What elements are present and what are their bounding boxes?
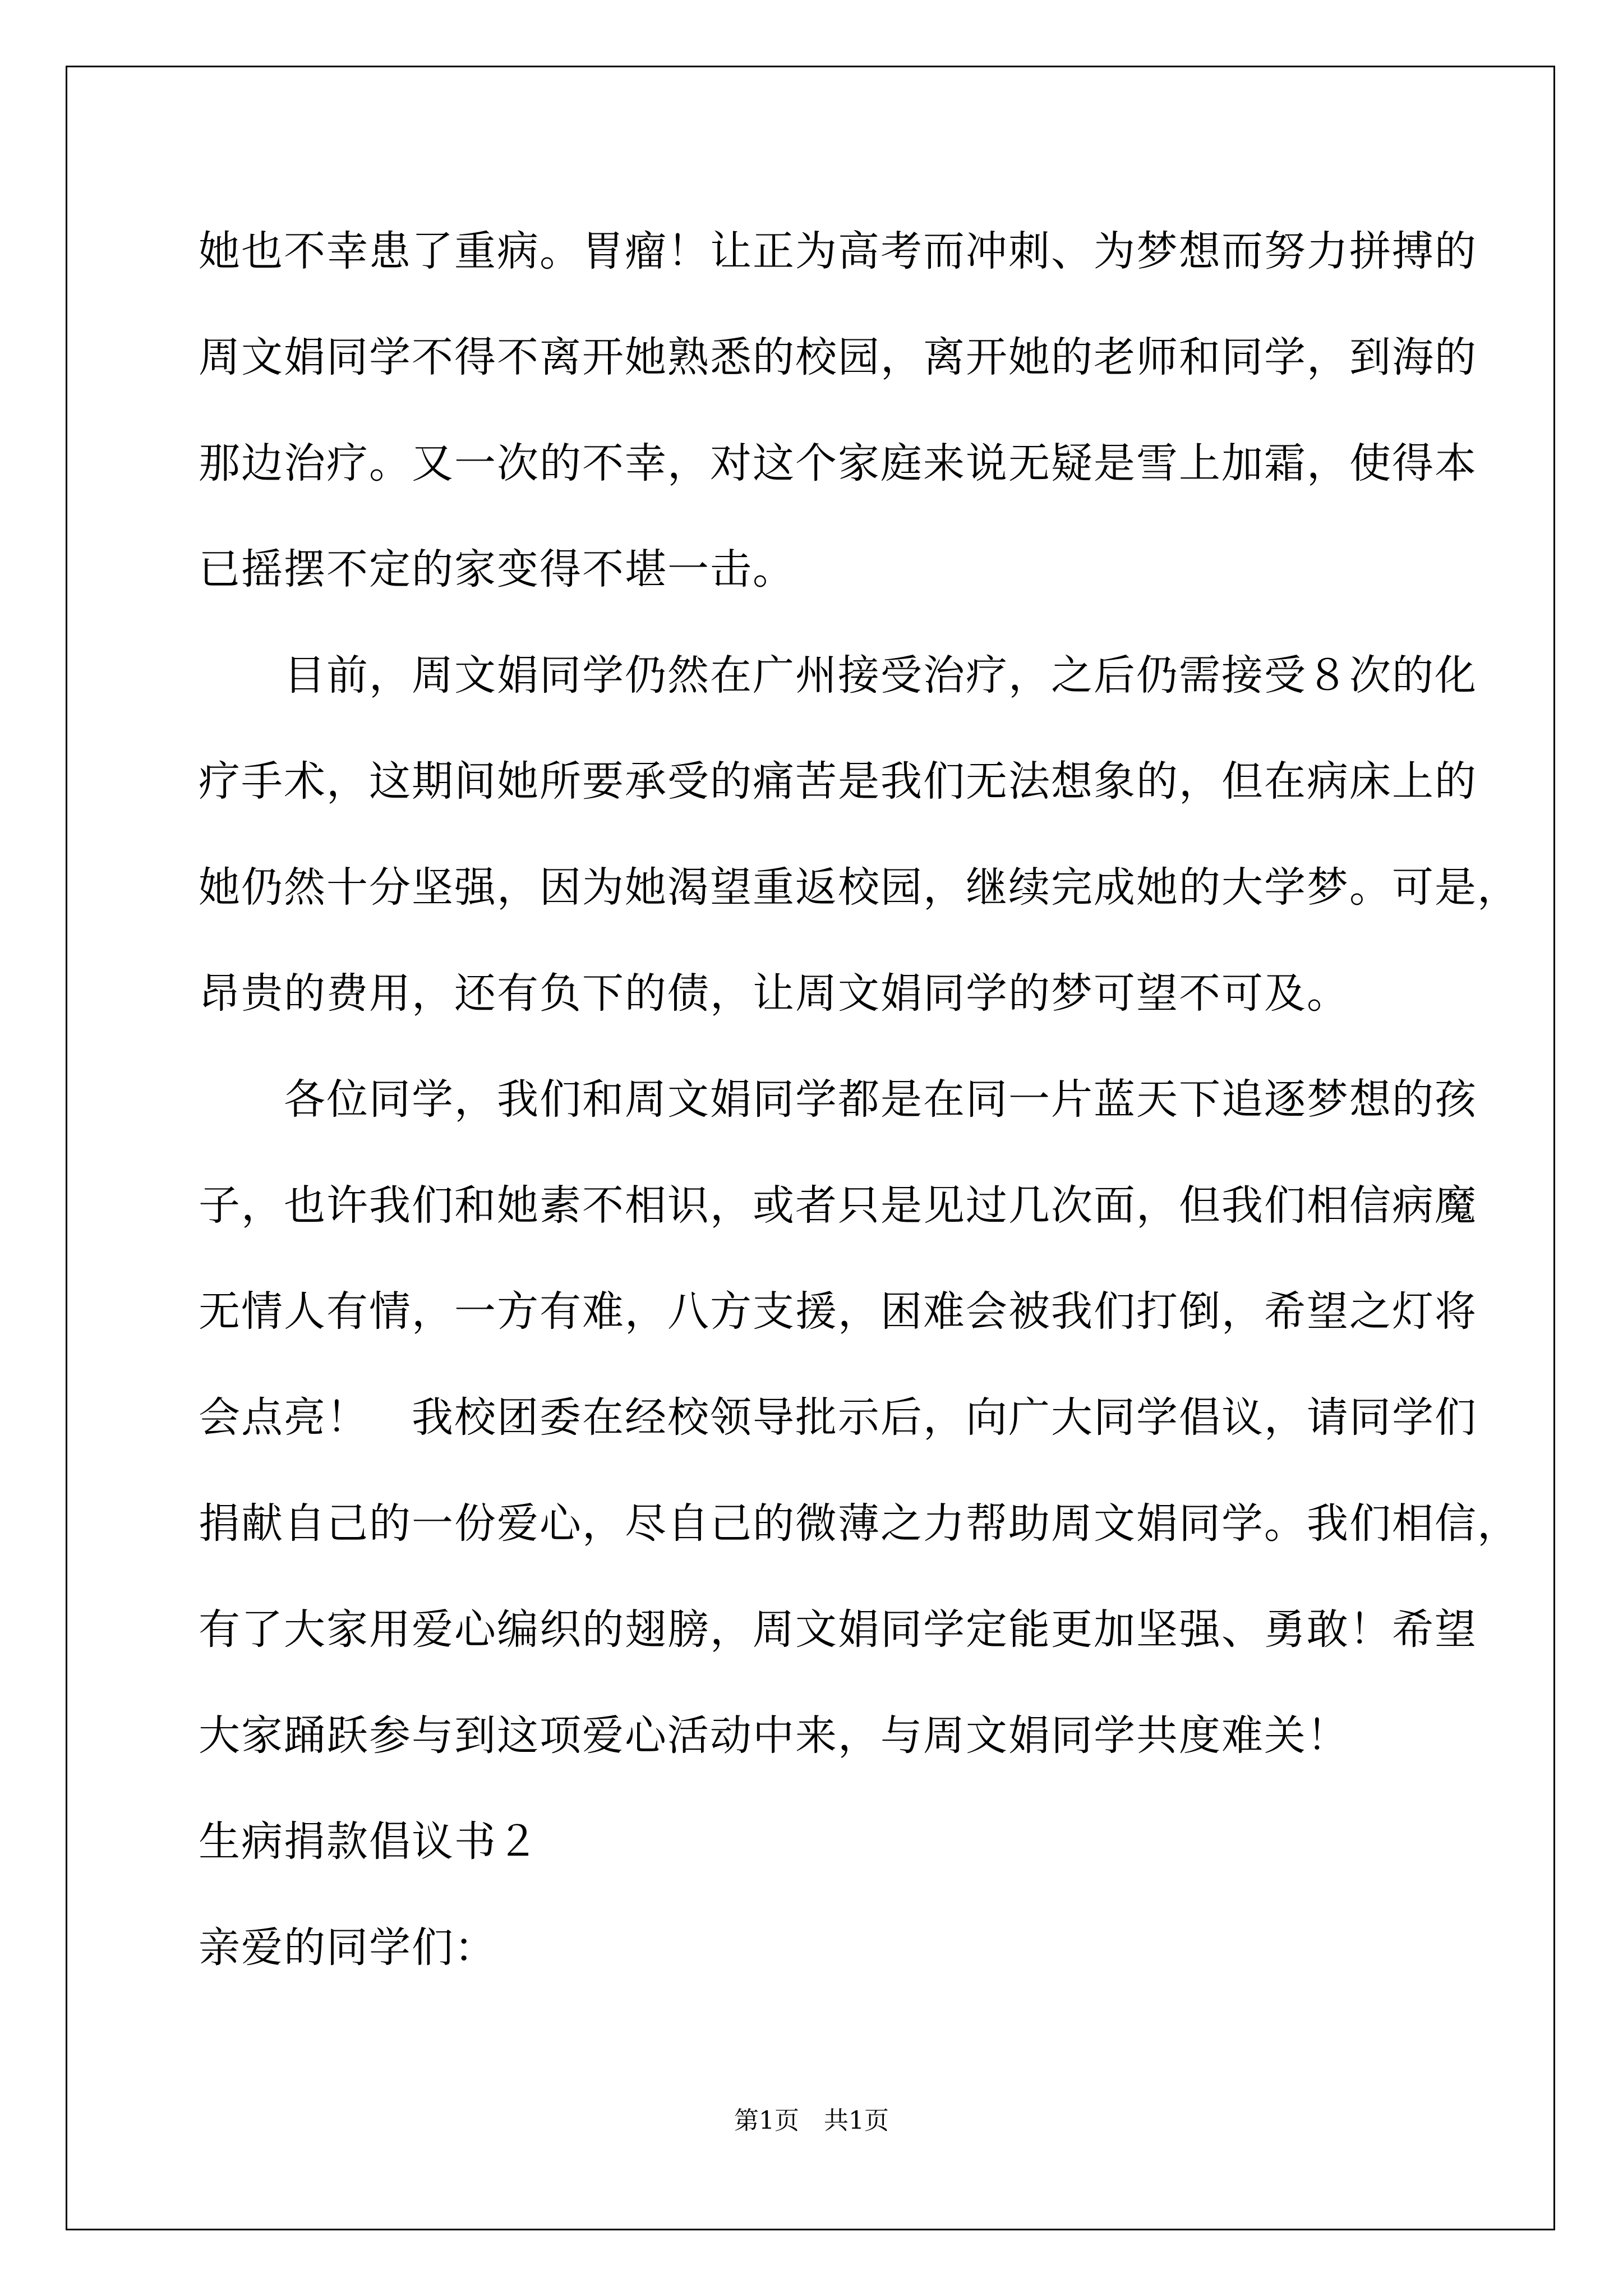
page-number-footer: 第1页 共1页 [734, 2106, 889, 2135]
text-line: 她也不幸患了重病。胃瘤！让正为高考而冲刺、为梦想而努力拼搏的 [199, 227, 1477, 275]
text-line: 捐献自己的一份爱心，尽自己的微薄之力帮助周文娟同学。我们相信， [199, 1499, 1520, 1548]
text-line: 周文娟同学不得不离开她熟悉的校园，离开她的老师和同学，到海的 [199, 333, 1477, 381]
salutation: 亲爱的同学们： [199, 1924, 497, 1972]
text-line: 各位同学，我们和周文娟同学都是在同一片蓝天下追逐梦想的孩 [199, 1075, 1477, 1124]
document-body [199, 206, 1520, 2009]
text-line: 会点亮！ 我校团委在经校领导批示后，向广大同学倡议，请同学们 [199, 1393, 1477, 1442]
text-line: 疗手术，这期间她所要承受的痛苦是我们无法想象的，但在病床上的 [199, 757, 1477, 806]
text-line: 子，也许我们和她素不相识，或者只是见过几次面，但我们相信病魔 [199, 1181, 1477, 1230]
text-line: 那边治疗。又一次的不幸，对这个家庭来说无疑是雪上加霜，使得本 [199, 439, 1477, 487]
text-line: 她仍然十分坚强，因为她渴望重返校园，继续完成她的大学梦。可是， [199, 863, 1520, 912]
text-line: 已摇摆不定的家变得不堪一击。 [199, 545, 795, 593]
text-line: 昂贵的费用，还有负下的债，让周文娟同学的梦可望不可及。 [199, 969, 1349, 1018]
text-line: 目前，周文娟同学仍然在广州接受治疗，之后仍需接受８次的化 [199, 651, 1477, 700]
text-line: 无情人有情，一方有难，八方支援，困难会被我们打倒，希望之灯将 [199, 1287, 1477, 1336]
section-title: 生病捐款倡议书２ [199, 1818, 540, 1866]
text-line: 有了大家用爱心编织的翅膀，周文娟同学定能更加坚强、勇敢！希望 [199, 1605, 1477, 1654]
text-line: 大家踊跃参与到这项爱心活动中来，与周文娟同学共度难关！ [199, 1711, 1349, 1760]
